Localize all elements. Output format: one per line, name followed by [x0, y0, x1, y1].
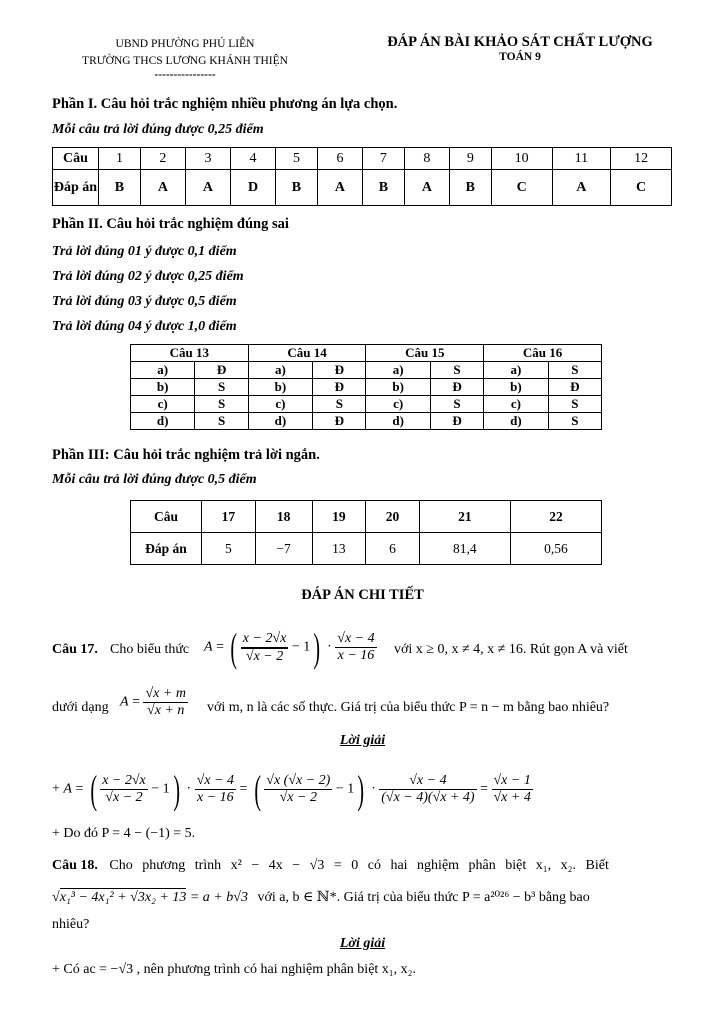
answer-cell: A [140, 170, 185, 206]
answer-cell: Đ [430, 413, 483, 430]
part2-note-2: Trả lời đúng 02 ý được 0,25 điểm [52, 269, 244, 284]
question-text: Cho biểu thức [110, 642, 190, 657]
item-label: d) [248, 413, 312, 430]
solution-label: Lời giải [339, 936, 386, 951]
item-label: d) [366, 413, 430, 430]
root-expression: √x₁³ − 4x₁² + √3x₂ + 13 = a + b√3 [52, 890, 248, 905]
row-label: Câu [53, 148, 99, 170]
school-name: TRƯỜNG THCS LƯƠNG KHÁNH THIỆN [82, 55, 288, 67]
header-left [40, 36, 330, 80]
question-number: 17 [202, 501, 256, 533]
authority-name: UBND PHƯỜNG PHÚ LIỄN [115, 38, 255, 50]
question-header: Câu 16 [484, 345, 602, 362]
item-label: a) [366, 362, 430, 379]
question-header: Câu 13 [131, 345, 249, 362]
table-row [131, 345, 602, 362]
solution-expression: + A = ( $\frac{x - 2√x}{√x - 2}$ − 1) · $\frac{√x - 4}{x - 16}$ = ( $\frac{√x (√x - 2)}{√x - 2}$ − 1) · $\frac{√x - 4}{(√x - 4)(√x + 4)}$ = $\frac{√x - 1}{√x + 4}$ [52, 767, 531, 812]
answer-cell: Đ [313, 362, 366, 379]
question-number: 20 [366, 501, 420, 533]
question-header: Câu 14 [248, 345, 366, 362]
solution-label: Lời giải [339, 733, 386, 748]
answer-cell: B [362, 170, 404, 206]
answer-cell: 13 [312, 533, 366, 565]
answer-cell: Đ [313, 413, 366, 430]
question-number: 12 [611, 148, 672, 170]
q18-solution-line: + Có ac = −√3 , nên phương trình có hai nghiệm phân biệt x₁, x₂. [52, 962, 417, 977]
table-row [131, 379, 602, 396]
question-number: 22 [510, 501, 601, 533]
question-number: 8 [404, 148, 449, 170]
subject-title: TOÁN 9 [499, 51, 541, 63]
question-number: 19 [312, 501, 366, 533]
part1-answer-table [52, 147, 672, 206]
question-number: 9 [449, 148, 491, 170]
answer-cell: S [430, 362, 483, 379]
answer-cell: C [491, 170, 552, 206]
item-label: d) [131, 413, 195, 430]
table-row [53, 148, 672, 170]
table-row [131, 501, 602, 533]
question-number: 18 [255, 501, 312, 533]
header-right [360, 34, 680, 63]
question-text: với a, b ∈ ℕ*. Giá trị của biểu thức P = a²⁰²⁶ − b³ bằng bao [257, 890, 590, 905]
item-label: b) [131, 379, 195, 396]
table-row [131, 362, 602, 379]
answer-cell: 81,4 [419, 533, 510, 565]
part2-answer-table [130, 344, 602, 430]
item-label: c) [484, 396, 548, 413]
question-number: 4 [230, 148, 275, 170]
part3-title: Phần III: Câu hỏi trắc nghiệm trả lời ngắn. [52, 447, 320, 463]
question-text: dưới dạng [52, 700, 109, 715]
answer-cell: S [548, 396, 601, 413]
answer-cell: B [276, 170, 318, 206]
q18-statement-line1 [52, 858, 677, 874]
answer-cell: S [430, 396, 483, 413]
question-condition: với x ≥ 0, x ≠ 4, x ≠ 16. Rút gọn A và viết [394, 642, 628, 657]
answer-cell: Đ [195, 362, 248, 379]
answer-cell: Đ [430, 379, 483, 396]
table-row [131, 396, 602, 413]
answer-cell: D [230, 170, 275, 206]
part2-note-4: Trả lời đúng 04 ý được 1,0 điểm [52, 319, 237, 334]
row-label: Câu [131, 501, 202, 533]
answer-cell: S [195, 379, 248, 396]
item-label: b) [484, 379, 548, 396]
question-number: 1 [99, 148, 141, 170]
answer-cell: Đ [313, 379, 366, 396]
item-label: a) [484, 362, 548, 379]
item-label: d) [484, 413, 548, 430]
item-label: a) [131, 362, 195, 379]
question-number: 6 [317, 148, 362, 170]
detail-title: ĐÁP ÁN CHI TIẾT [301, 587, 424, 603]
q17-statement-line2 [52, 686, 677, 730]
answer-cell: 5 [202, 533, 256, 565]
item-label: c) [248, 396, 312, 413]
part1-title: Phần I. Câu hỏi trắc nghiệm nhiều phương án lựa chọn. [52, 96, 398, 112]
question-header: Câu 15 [366, 345, 484, 362]
question-number: 2 [140, 148, 185, 170]
answer-cell: 0,56 [510, 533, 601, 565]
question-number: 7 [362, 148, 404, 170]
q17-final-answer: + Do đó P = 4 − (−1) = 5. [52, 826, 196, 841]
answer-cell: −7 [255, 533, 312, 565]
answer-cell: S [548, 413, 601, 430]
answer-cell: A [317, 170, 362, 206]
table-row [131, 533, 602, 565]
part3-answer-table [130, 500, 602, 565]
answer-cell: 6 [366, 533, 420, 565]
question-number: 5 [276, 148, 318, 170]
table-row [131, 413, 602, 430]
answer-cell: B [99, 170, 141, 206]
answer-cell: A [404, 170, 449, 206]
question-label: Câu 18. [52, 858, 98, 873]
question-number: 10 [491, 148, 552, 170]
q17-solution-line [52, 752, 677, 818]
answer-cell: A [552, 170, 611, 206]
part2-note-3: Trả lời đúng 03 ý được 0,5 điểm [52, 294, 237, 309]
question-label: Câu 17. [52, 642, 98, 657]
part3-note: Mỗi câu trả lời đúng được 0,5 điểm [52, 472, 257, 487]
answer-cell: S [548, 362, 601, 379]
answer-cell: C [611, 170, 672, 206]
table-row [53, 170, 672, 206]
answer-cell: S [195, 396, 248, 413]
answer-cell: S [195, 413, 248, 430]
header-divider: ---------------- [154, 69, 216, 81]
question-text: Cho phương trình x² − 4x − √3 = 0 có hai nghiệm phân biệt x₁, x₂. Biết [109, 858, 609, 873]
question-number: 11 [552, 148, 611, 170]
item-label: a) [248, 362, 312, 379]
q18-statement-line2 [52, 889, 677, 906]
question-text: với m, n là các số thực. Giá trị của biểu thức P = n − m bằng bao nhiêu? [207, 700, 610, 715]
item-label: b) [366, 379, 430, 396]
question-number: 21 [419, 501, 510, 533]
item-label: c) [366, 396, 430, 413]
answer-cell: Đ [548, 379, 601, 396]
q18-statement-line3: nhiêu? [52, 917, 90, 932]
item-label: c) [131, 396, 195, 413]
row-label: Đáp án [131, 533, 202, 565]
part2-title: Phần II. Câu hỏi trắc nghiệm đúng sai [52, 216, 289, 232]
q17-statement-line1 [52, 624, 677, 678]
answer-cell: A [185, 170, 230, 206]
document-title: ĐÁP ÁN BÀI KHẢO SÁT CHẤT LƯỢNG [387, 34, 653, 50]
part1-note: Mỗi câu trả lời đúng được 0,25 điểm [52, 122, 264, 137]
expression-A: A = ( $\frac{x - 2√x}{√x - 2}$ − 1) · $\frac{√x - 4}{x - 16}$ [204, 625, 375, 670]
answer-cell: S [313, 396, 366, 413]
answer-cell: B [449, 170, 491, 206]
row-label: Đáp án [53, 170, 99, 206]
item-label: b) [248, 379, 312, 396]
question-number: 3 [185, 148, 230, 170]
expression-form: A = $\frac{√x + m}{√x + n}$ [120, 686, 186, 718]
part2-note-1: Trả lời đúng 01 ý được 0,1 điểm [52, 244, 237, 259]
